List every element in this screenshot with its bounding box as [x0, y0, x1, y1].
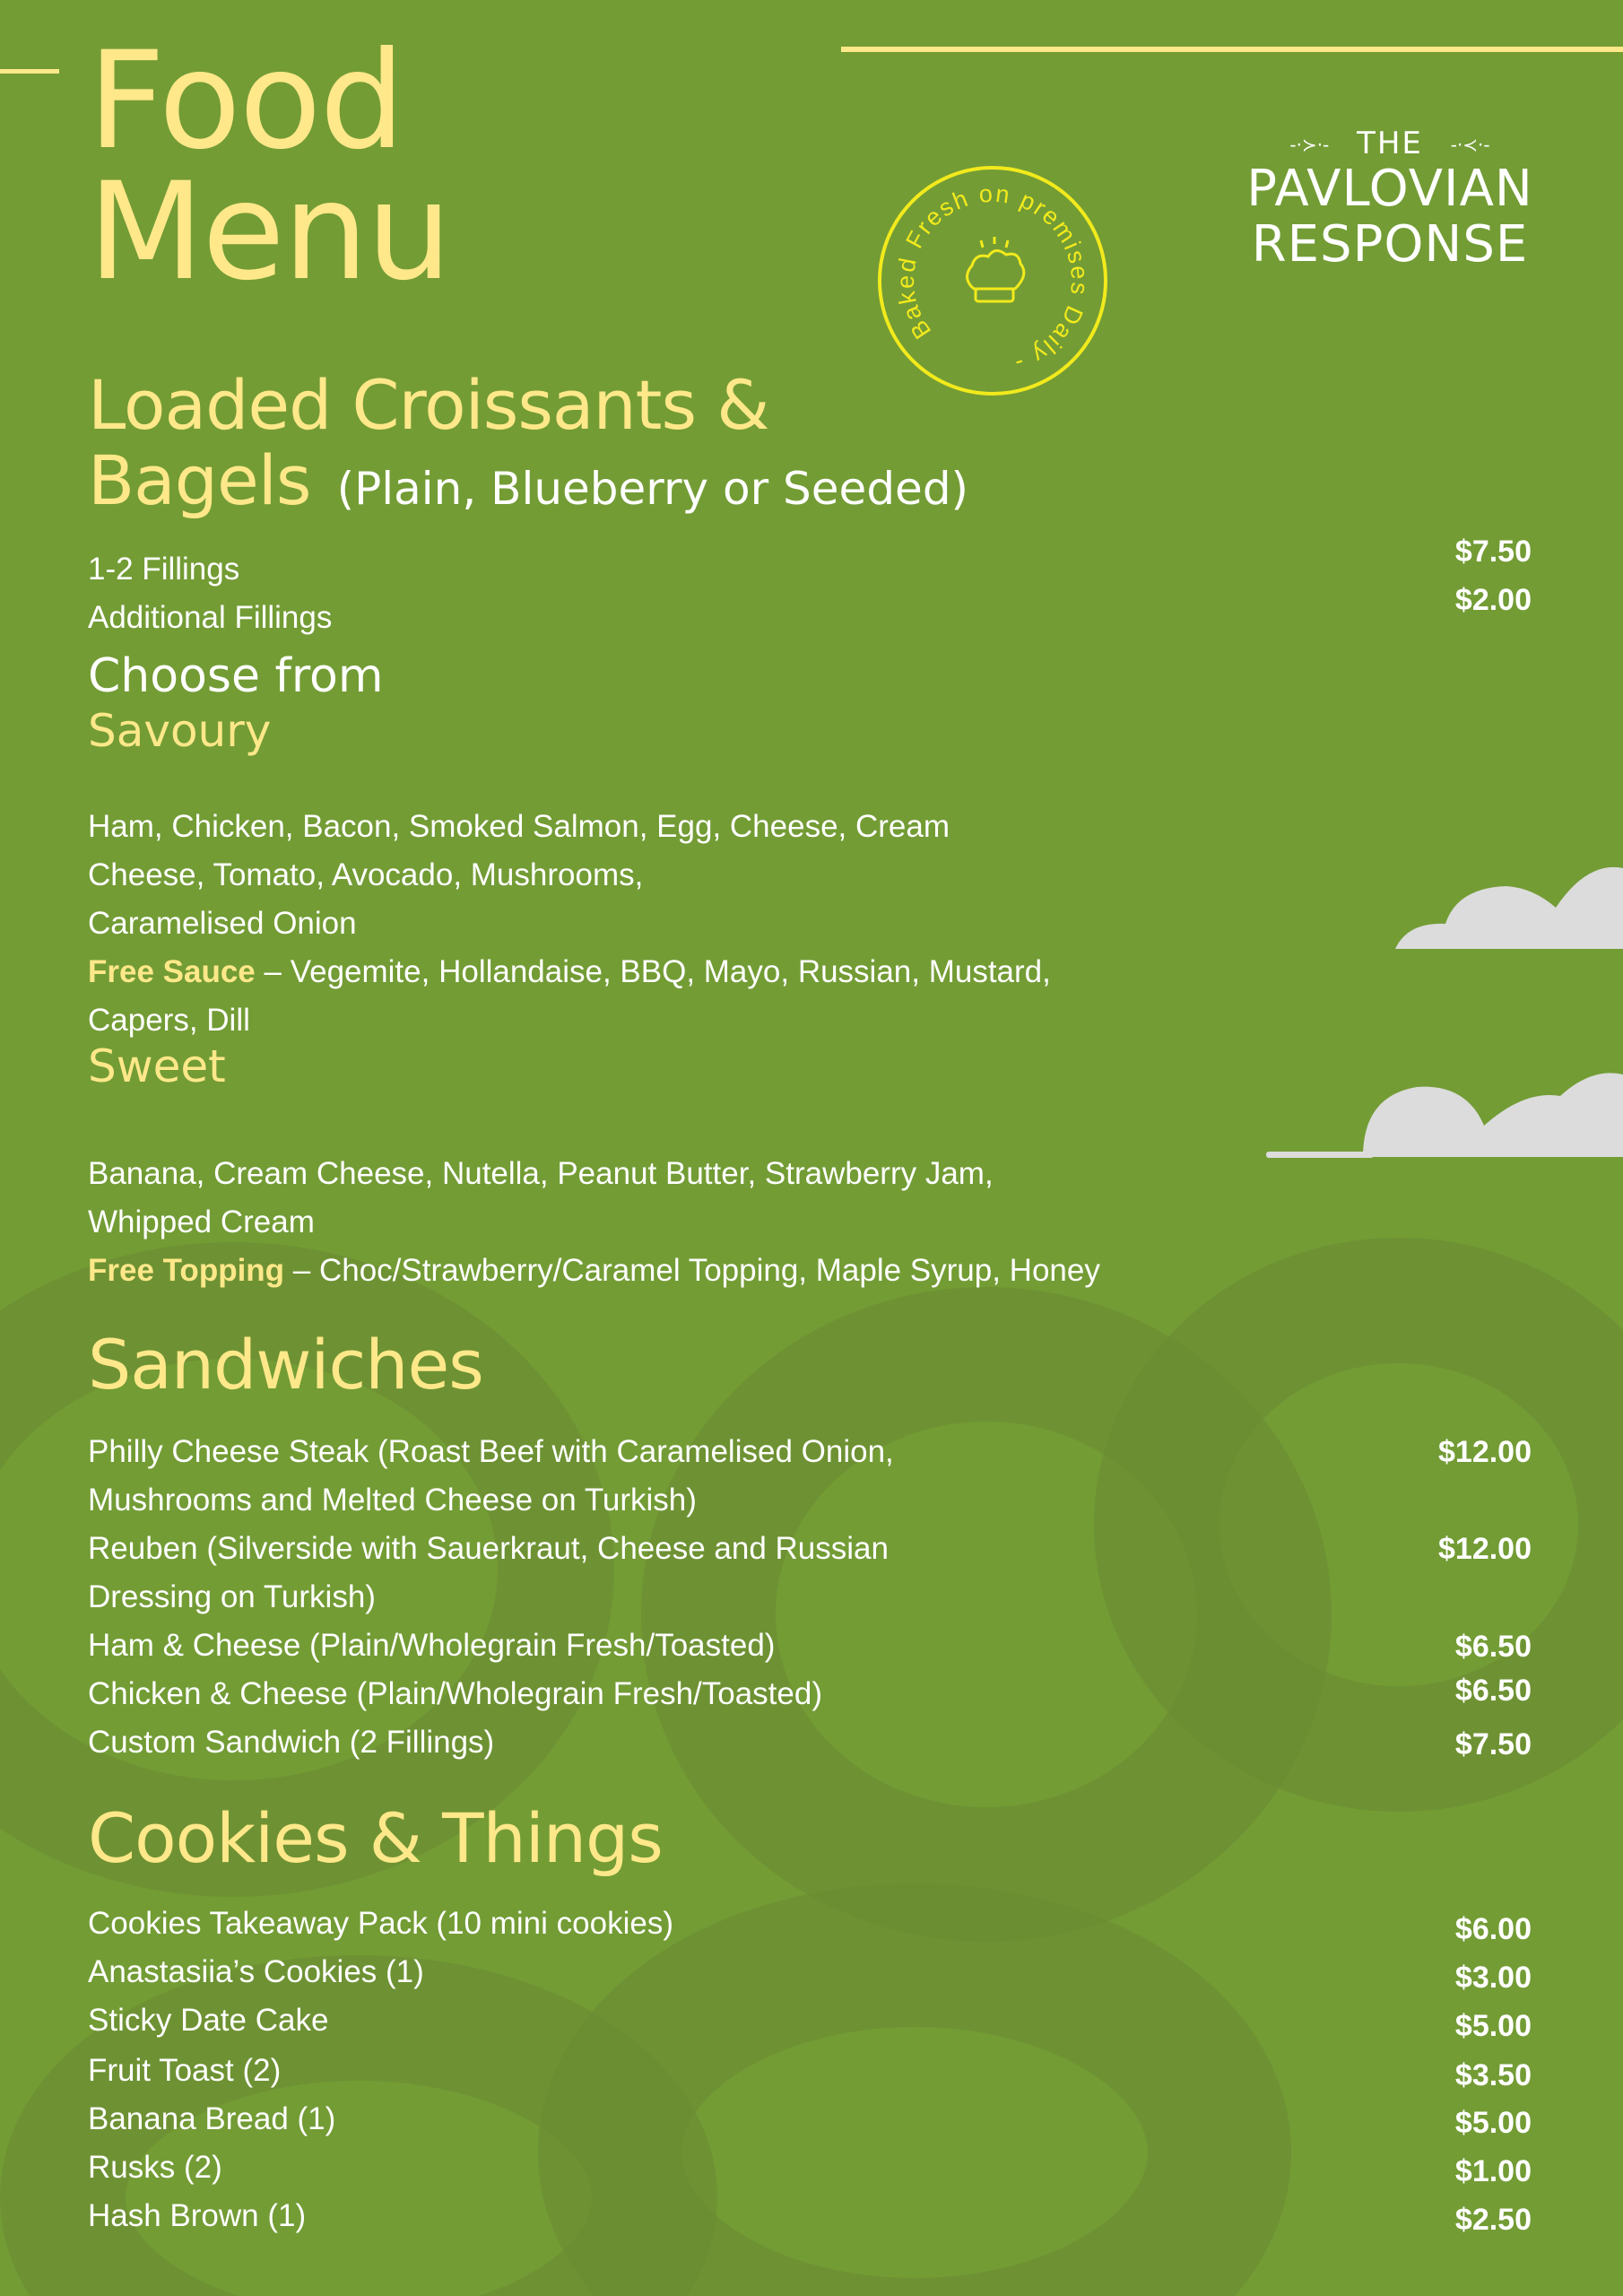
sandwich-item: Custom Sandwich (2 Fillings)	[88, 1725, 495, 1760]
savoury-line-1: Ham, Chicken, Bacon, Smoked Salmon, Egg, Cheese, Cream	[88, 809, 950, 844]
sandwich-item	[88, 1428, 1164, 1525]
section-heading-sandwiches: Sandwiches	[88, 1325, 483, 1405]
brand-logo	[1237, 126, 1542, 273]
chef-hat-icon	[967, 237, 1023, 301]
croissants-heading-note: (Plain, Blueberry or Seeded)	[336, 463, 969, 515]
savoury-line-2: Cheese, Tomato, Avocado, Mushrooms,	[88, 857, 644, 892]
croissants-heading-line-1: Loaded Croissants &	[88, 365, 769, 445]
free-sauce-text-2: Capers, Dill	[88, 1003, 250, 1038]
cookie-item: Sticky Date Cake	[88, 2003, 329, 2038]
title-line-2: Menu	[88, 154, 450, 310]
sandwich-item-label: Philly Cheese Steak (Roast Beef with Caramelised Onion,	[88, 1434, 894, 1469]
brand-the: THE	[1357, 126, 1423, 161]
cloud-lower	[1266, 1073, 1623, 1158]
pricing-price-fillings: $7.50	[1454, 535, 1532, 569]
cookie-item-price: $3.50	[1454, 2058, 1532, 2092]
free-topping-line	[88, 1247, 1254, 1295]
sandwich-item	[88, 1525, 1164, 1622]
savoury-fillings	[88, 803, 1209, 1045]
cookie-item-price: $1.00	[1454, 2154, 1532, 2188]
free-topping-text: – Choc/Strawberry/Caramel Topping, Maple Syrup, Honey	[284, 1253, 1100, 1288]
pricing-row-additional: Additional Fillings	[88, 600, 333, 635]
stamp-text: Baked Fresh on premises Daily -	[891, 179, 1094, 378]
cookie-item: Banana Bread (1)	[88, 2101, 336, 2136]
cookie-item-price: $3.00	[1454, 1961, 1532, 1995]
wheat-right-icon: -·≺·-	[1450, 134, 1490, 156]
sandwich-item-price: $12.00	[1438, 1435, 1532, 1469]
savoury-heading: Savoury	[88, 705, 272, 757]
sandwich-item: Ham & Cheese (Plain/Wholegrain Fresh/Toasted)	[88, 1628, 776, 1663]
croissants-heading-bagels: Bagels	[88, 440, 311, 520]
free-topping-label: Free Topping	[88, 1253, 285, 1288]
sweet-heading: Sweet	[88, 1040, 226, 1092]
brand-line-1: PAVLOVIAN	[1246, 160, 1533, 218]
croissants-heading-line-2	[88, 440, 969, 526]
cookie-item: Cookies Takeaway Pack (10 mini cookies)	[88, 1906, 673, 1941]
sweet-line-1: Banana, Cream Cheese, Nutella, Peanut Butter, Strawberry Jam,	[88, 1156, 994, 1191]
cloud-upper	[1395, 867, 1623, 949]
sandwich-item-label-cont: Mushrooms and Melted Cheese on Turkish)	[88, 1483, 697, 1518]
sandwich-item-price: $7.50	[1454, 1727, 1532, 1761]
section-heading-cookies: Cookies & Things	[88, 1798, 663, 1878]
choose-from-heading: Choose from	[88, 649, 384, 703]
title-line-1: Food	[88, 23, 404, 179]
sandwich-item: Chicken & Cheese (Plain/Wholegrain Fresh/Toasted)	[88, 1676, 822, 1711]
header-rule-left	[0, 69, 59, 74]
svg-text:Baked Fresh on premises Daily	[875, 163, 1110, 398]
cookie-item-price: $2.50	[1454, 2203, 1532, 2237]
sandwich-item-price: $12.00	[1438, 1532, 1532, 1566]
savoury-line-3: Caramelised Onion	[88, 906, 357, 941]
cookie-item: Rusks (2)	[88, 2150, 222, 2185]
sandwich-item-price: $6.50	[1454, 1630, 1532, 1664]
pricing-row-fillings: 1-2 Fillings	[88, 552, 240, 587]
brand-line-2: RESPONSE	[1251, 215, 1529, 274]
baked-fresh-stamp	[875, 163, 1110, 398]
sweet-line-2: Whipped Cream	[88, 1205, 315, 1239]
free-sauce-label: Free Sauce	[88, 954, 256, 989]
free-sauce-line	[88, 948, 1209, 996]
cookie-item-price: $5.00	[1454, 2009, 1532, 2043]
pricing-price-additional: $2.00	[1454, 583, 1532, 617]
brand-the-row	[1237, 126, 1542, 161]
cookie-item-price: $5.00	[1454, 2106, 1532, 2140]
cookie-item-price: $6.00	[1454, 1912, 1532, 1946]
free-sauce-text: – Vegemite, Hollandaise, BBQ, Mayo, Russian, Mustard,	[255, 954, 1051, 989]
sandwich-item-label-cont: Dressing on Turkish)	[88, 1579, 376, 1614]
wheat-left-icon: -·≻·-	[1289, 134, 1330, 156]
sweet-fillings	[88, 1150, 1254, 1295]
page-title	[88, 23, 450, 310]
header-rule-right	[841, 47, 1623, 52]
sandwich-item-price: $6.50	[1454, 1674, 1532, 1708]
cookie-item: Hash Brown (1)	[88, 2198, 307, 2233]
section-heading-croissants	[88, 365, 969, 526]
sandwich-item-label: Reuben (Silverside with Sauerkraut, Cheese and Russian	[88, 1531, 889, 1566]
cookie-item: Fruit Toast (2)	[88, 2053, 282, 2088]
cookie-item: Anastasiia’s Cookies (1)	[88, 1954, 424, 1989]
